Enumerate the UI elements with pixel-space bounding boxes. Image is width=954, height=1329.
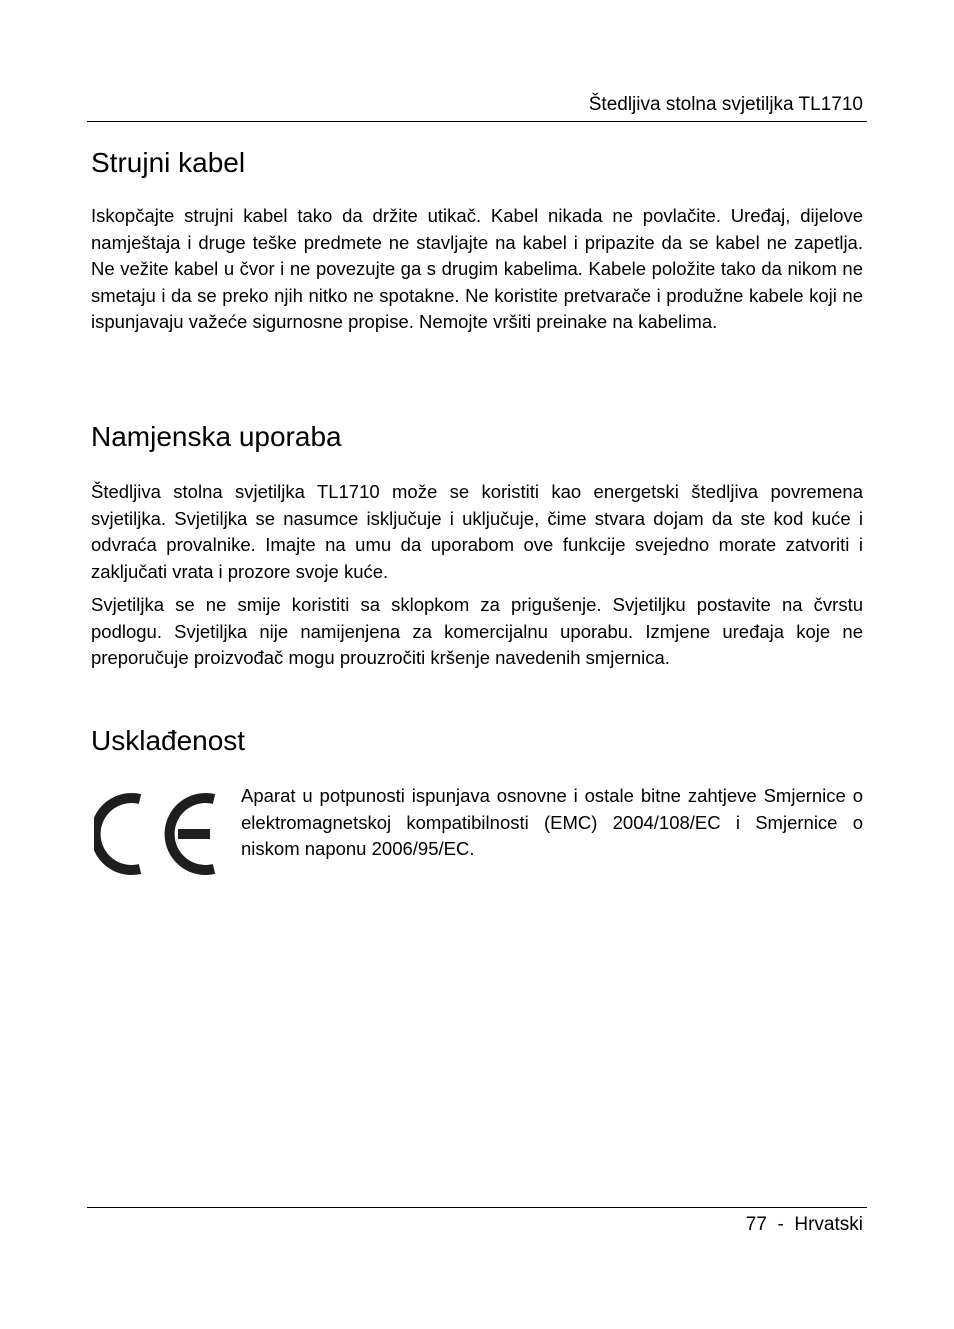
page-number: 77 [745, 1214, 767, 1235]
section-heading-compliance: Usklađenost [91, 725, 246, 756]
section-heading-power-cable: Strujni kabel [91, 147, 246, 178]
paragraph-power-cable: Iskopčajte strujni kabel tako da držite utikač. Kabel nikada ne povlačite. Uređaj, dijelove namještaja i druge teške predmete ne stavljajte na kabel i pripazite da se kabel ne zapetlja. Ne vežite kabel u čvor i ne povezujte ga s drugim kabelima. Kabele položite tako da nikom ne smetaju i da se preko njih nitko ne spotakne. Ne koristite pretvarače i produžne kabele koji ne ispunjavaju važeće sigurnosne propise. Nemojte vršiti preinake na kabelima. [91, 205, 863, 333]
footer-divider [87, 1207, 867, 1208]
footer-text [746, 1212, 863, 1238]
paragraph-intended-use-1: Štedljiva stolna svjetiljka TL1710 može se koristiti kao energetski štedljiva povremena svjetiljka. Svjetiljka se nasumce isključuje i uključuje, čime stvara dojam da ste kod kuće i odvraća provalnike. Imajte na umu da uporabom ove funkcije svejedno morate zatvoriti i zaključati vrata i prozore svoje kuće. [91, 481, 863, 582]
section-heading-intended-use: Namjenska uporaba [91, 421, 342, 452]
document-title: Štedljiva stolna svjetiljka TL1710 [588, 94, 863, 115]
paragraph-compliance: Aparat u potpunosti ispunjava osnovne i ostale bitne zahtjeve Smjernice o elektromagnetskoj kompatibilnosti (EMC) 2004/108/EC i Smjernice o niskom naponu 2006/95/EC. [241, 785, 863, 860]
footer-separator: - [777, 1214, 784, 1235]
header-divider [87, 121, 867, 122]
paragraph-intended-use-2: Svjetiljka se ne smije koristiti sa sklopkom za prigušenje. Svjetiljku postavite na čvrstu podlogu. Svjetiljka nije namijenjena za komercijalnu uporabu. Izmjene uređaja koje ne preporučuje proizvođač mogu prouzročiti kršenje navedenih smjernica. [91, 594, 863, 669]
ce-mark-icon [94, 789, 218, 879]
footer-language: Hrvatski [794, 1214, 863, 1235]
